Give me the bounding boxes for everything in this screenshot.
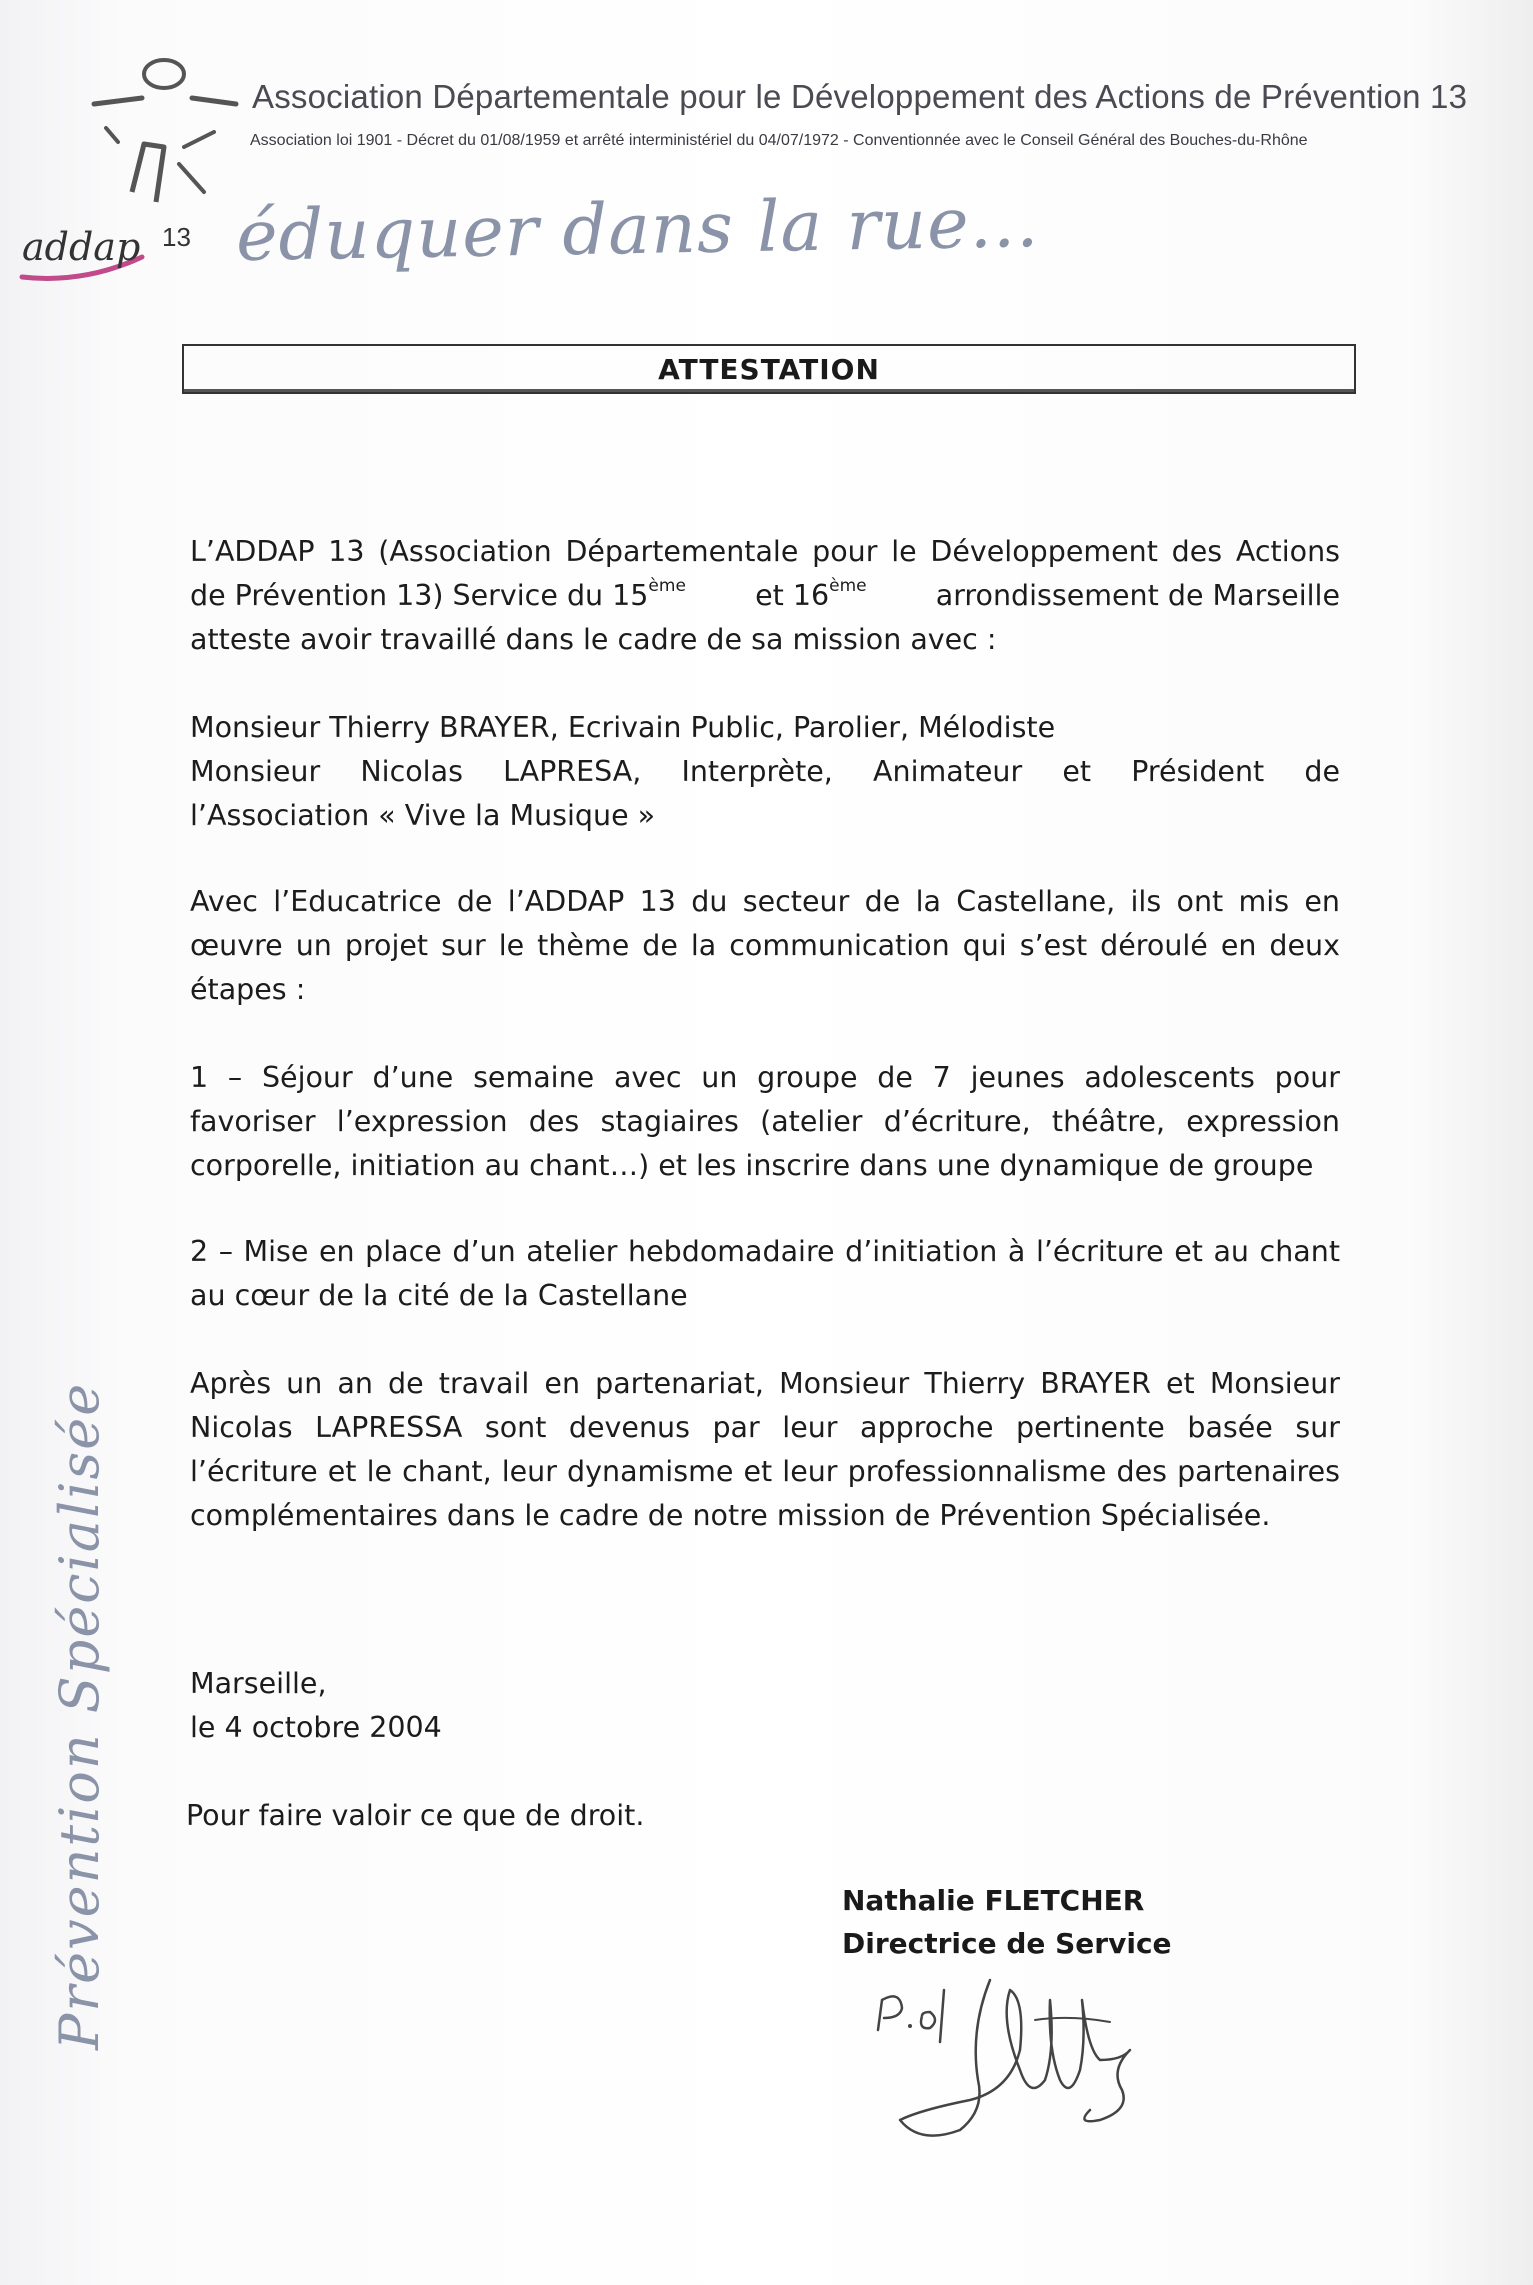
intro-line-3: atteste avoir travaillé dans le cadre de sa mission avec :: [190, 623, 997, 656]
intro-sup-2: ème: [829, 576, 867, 596]
step-1: 1 – Séjour d’une semaine avec un groupe de 7 jeunes adolescents pour favoriser l’expression des stagiaires (atelier d’écriture, théâtre, expression corporelle, initiation au chant…) et les inscrire dans une dynamique de groupe: [190, 1061, 1340, 1182]
intro-paragraph: [190, 530, 1340, 662]
persons-block: [190, 706, 1340, 838]
signatory-name: Nathalie FLETCHER: [842, 1884, 1145, 1917]
slogan: éduquer dans la rue...: [235, 180, 1040, 278]
step-2: 2 – Mise en place d’un atelier hebdomadaire d’initiation à l’écriture et au chant au cœur de la cité de la Castellane: [190, 1235, 1340, 1312]
person-2: Monsieur Nicolas LAPRESA, Interprète, Animateur et Président de: [190, 755, 1340, 788]
intro-line-1: L’ADDAP 13 (Association Départementale pour le Développement des Actions: [190, 535, 1340, 568]
intro-line-2: [190, 574, 1340, 618]
date: le 4 octobre 2004: [190, 1711, 442, 1744]
place: Marseille,: [190, 1667, 327, 1700]
organization-name: Association Départementale pour le Développement des Actions de Prévention 13: [252, 78, 1468, 115]
project-paragraph: Avec l’Educatrice de l’ADDAP 13 du secteur de la Castellane, ils ont mis en œuvre un projet sur le thème de la communication qui s’est déroulé en deux étapes :: [190, 885, 1340, 1006]
sidebar-vertical-text: Prévention Spécialisée: [48, 1381, 111, 2050]
intro-line-2-c: arrondissement de Marseille: [935, 579, 1340, 612]
svg-text:addap: addap: [22, 225, 141, 269]
svg-text:13: 13: [162, 222, 191, 252]
conclusion-paragraph: Après un an de travail en partenariat, Monsieur Thierry BRAYER et Monsieur Nicolas LAPRESSA sont devenus par leur approche pertinente basée sur l’écriture et le chant, leur dynamisme et leur professionnalisme des partenaires complémentaires dans le cadre de notre mission de Prévention Spécialisée.: [190, 1367, 1340, 1532]
handwritten-signature: [860, 1960, 1200, 2150]
signatory-role: Directrice de Service: [842, 1927, 1172, 1960]
intro-line-2-a: de Prévention 13) Service du 15: [190, 579, 649, 612]
closing-line: Pour faire valoir ce que de droit.: [186, 1799, 645, 1832]
organization-legal-line: Association loi 1901 - Décret du 01/08/1959 et arrêté interministériel du 04/07/1972 - Conventionnée avec le Conseil Général des Bouches-du-Rhône: [250, 132, 1308, 149]
place-date: [190, 1662, 1340, 1750]
document-title: ATTESTATION: [658, 352, 880, 386]
person-2-association: l’Association « Vive la Musique »: [190, 799, 656, 832]
intro-line-2-b: et 16: [755, 579, 830, 612]
title-box: [182, 344, 1356, 394]
addap-logo: [14, 52, 244, 292]
intro-sup-1: ème: [648, 576, 686, 596]
person-1: Monsieur Thierry BRAYER, Ecrivain Public, Parolier, Mélodiste: [190, 711, 1056, 744]
